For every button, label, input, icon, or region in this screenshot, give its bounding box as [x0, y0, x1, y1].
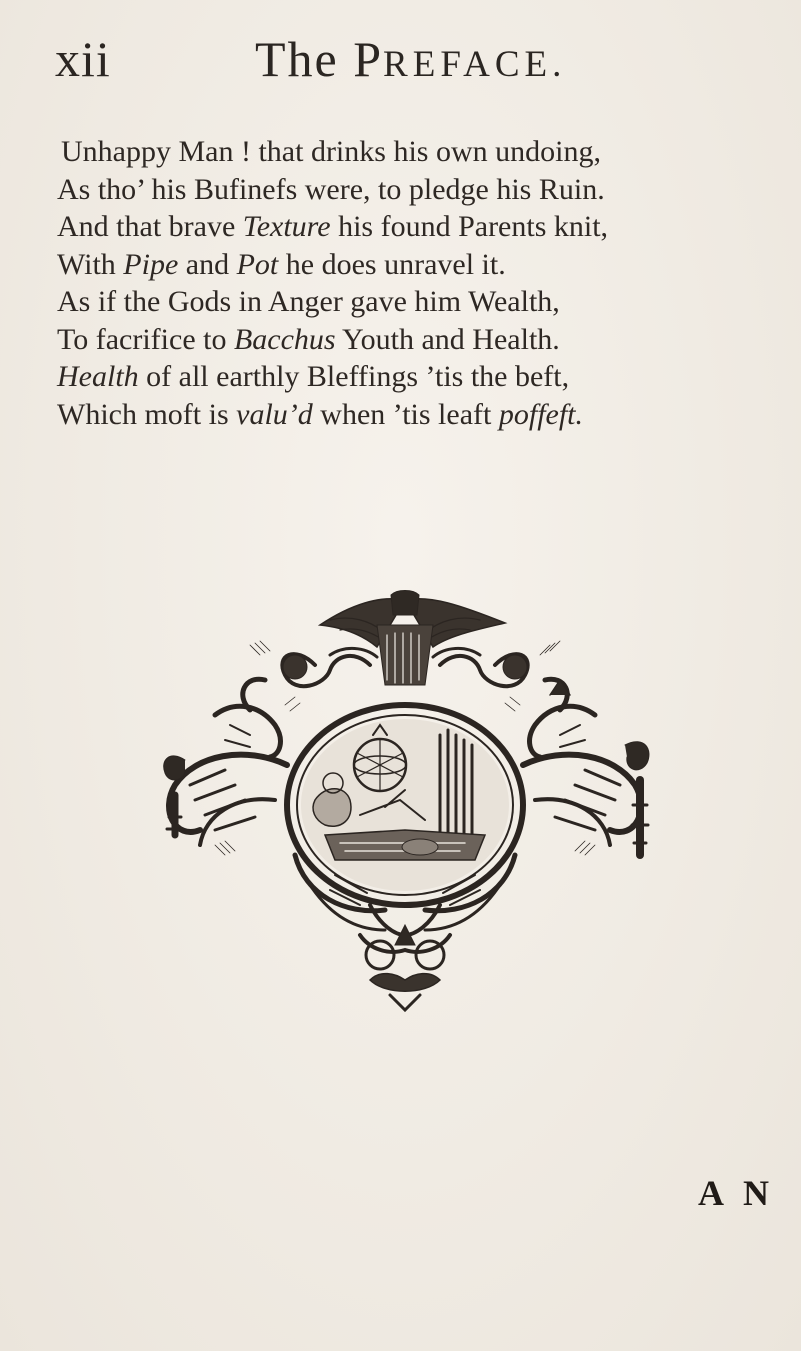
right-acanthus-scroll: [523, 680, 649, 855]
running-title-rest: REFACE.: [383, 44, 567, 85]
verse-text: when ’tis leaft: [312, 397, 499, 431]
verse-italic: poffeft.: [498, 397, 584, 431]
verse-line-5: [57, 283, 777, 321]
verse-line-4: [57, 246, 777, 284]
verse-text: With: [57, 247, 124, 281]
verse-line-8: [57, 396, 777, 434]
catchword: A N: [698, 1173, 776, 1213]
verse-italic: Pot: [236, 247, 279, 281]
eagle-figure: [320, 591, 505, 686]
verse-italic: valu’d: [236, 397, 313, 431]
running-title: [255, 30, 566, 88]
verse-text: As if the Gods in Anger gave him Wealth,: [57, 285, 560, 318]
verse-line-7: [57, 358, 777, 396]
engraved-headpiece-ornament: [155, 585, 655, 1015]
verse-text: And that brave: [57, 210, 243, 243]
verse-line-1: [57, 133, 777, 171]
verse-text: and: [178, 247, 237, 281]
verse-line-6: [57, 321, 777, 359]
verse-line-2: [57, 171, 777, 209]
running-head: [0, 30, 801, 90]
verse-italic: Texture: [242, 210, 331, 243]
verse-text: he does unravel it.: [278, 247, 506, 281]
verse-text: his found Parents knit,: [330, 210, 609, 243]
verse-line-3: [57, 208, 777, 246]
verse-text: Unhappy Man ! that drinks his own undoing,: [61, 135, 601, 168]
verse-text: To facrifice to: [57, 322, 234, 356]
verse-text: Which moft is: [57, 397, 237, 431]
page-number: xii: [55, 31, 111, 87]
verse-text: of all earthly Bleffings ’tis the beft,: [138, 360, 570, 393]
verse-text: Youth and Health.: [335, 322, 560, 356]
left-acanthus-scroll: [164, 706, 287, 845]
verse-text: As tho’ his Bufinefs were, to pledge his Ruin.: [57, 172, 605, 206]
verse-italic: Bacchus: [233, 322, 336, 356]
poem: [57, 133, 777, 433]
central-cartouche: [287, 705, 523, 905]
verse-italic: Health: [57, 360, 139, 393]
running-title-initial: The P: [255, 31, 384, 87]
verse-italic: Pipe: [123, 247, 179, 281]
